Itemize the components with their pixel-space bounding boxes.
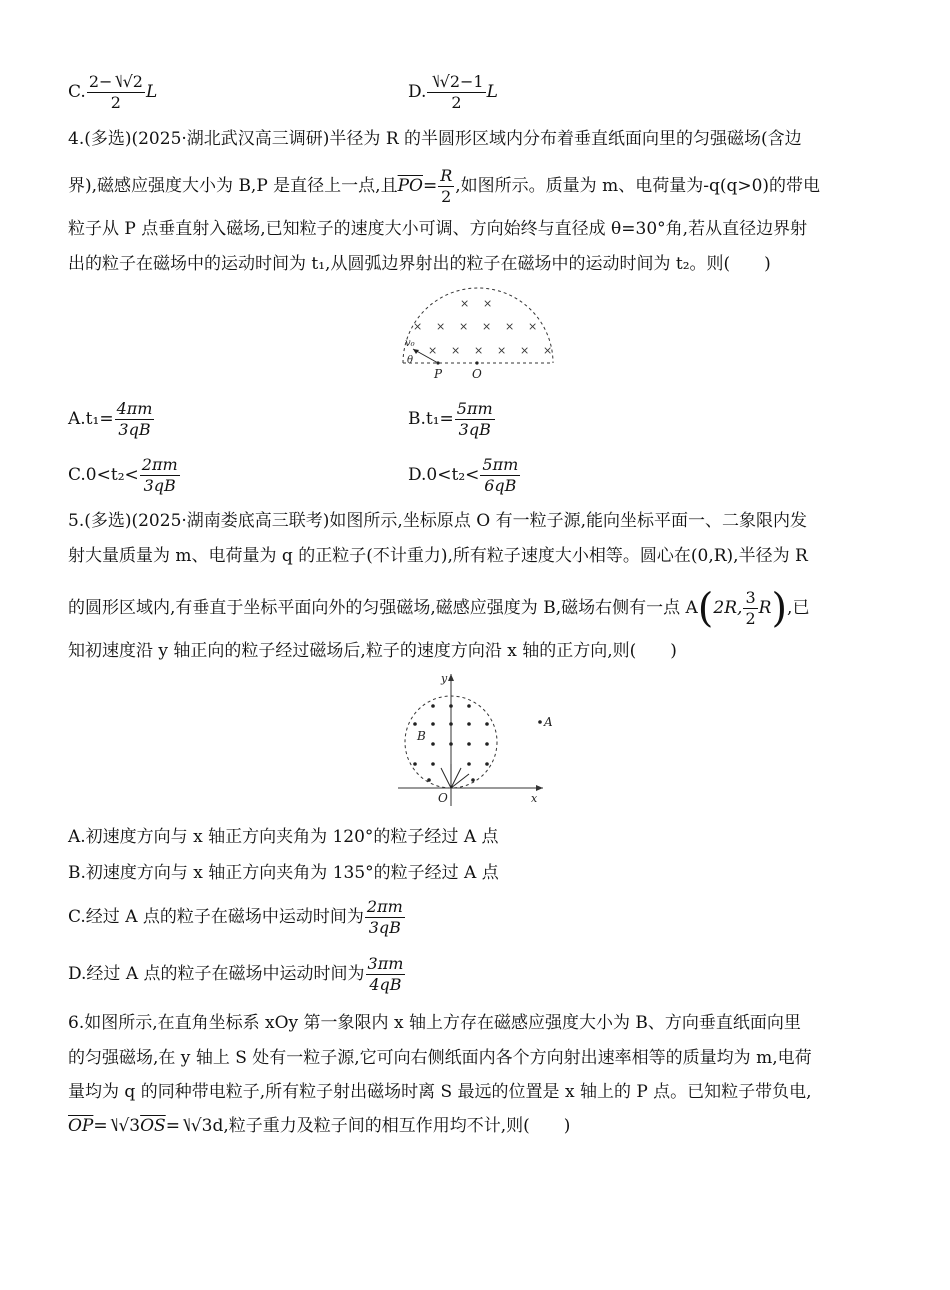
text: 界),磁感应强度大小为 B,P 是直径上一点,且 <box>68 176 398 196</box>
b-label: B <box>417 729 426 743</box>
segment-po: $\overline{PO}$ <box>397 176 423 196</box>
denominator: 2 <box>451 93 462 112</box>
a-label: A <box>544 715 553 729</box>
cross-mark: × <box>413 320 423 333</box>
numerator: 2πm <box>366 897 403 916</box>
point-a <box>538 720 542 724</box>
cross-mark: × <box>528 320 538 333</box>
cross-mark: × <box>459 320 469 333</box>
text: 的圆形区域内,有垂直于坐标平面向外的匀强磁场,磁感应强度为 B,磁场右侧有一点 A <box>68 598 698 618</box>
q6-line-2: 的匀强磁场,在 y 轴上 S 处有一粒子源,它可向右侧纸面内各个方向射出速率相等的质量均为 m,电荷 <box>68 1048 812 1068</box>
cross-mark: × <box>436 320 446 333</box>
equals-root-d: =⎷√3d <box>165 1116 224 1136</box>
y-axis-arrow <box>448 674 454 681</box>
semicircle-figure <box>395 285 560 385</box>
cross-mark: × <box>483 297 493 310</box>
fraction <box>455 399 495 440</box>
o-label: O <box>472 367 482 381</box>
field-crosses <box>413 297 552 357</box>
denominator: 3qB <box>118 420 151 439</box>
option-prefix: A.t₁= <box>68 409 114 429</box>
cross-mark: × <box>474 344 484 357</box>
q5-option-d <box>68 954 406 995</box>
q4-option-d <box>408 455 521 496</box>
numerator: 5πm <box>482 455 519 474</box>
left-paren: ( <box>697 585 714 632</box>
y-label: y <box>441 672 448 685</box>
segment-op: $\overline{OP}$ <box>68 1116 94 1136</box>
denominator: 4qB <box>369 975 402 994</box>
option-label: D. <box>408 82 427 102</box>
denominator: 2 <box>745 609 756 628</box>
numerator: 3 <box>745 588 756 607</box>
denominator: 3qB <box>143 476 176 495</box>
q4-line-4: 出的粒子在磁场中的运动时间为 t₁,从圆弧边界射出的粒子在磁场中的运动时间为 t₂。则( ) <box>68 254 771 274</box>
option-prefix: D.0<t₂< <box>408 465 480 485</box>
cross-mark: × <box>497 344 507 357</box>
numerator: ⎷√2−1 <box>429 72 484 91</box>
option-prefix: C.0<t₂< <box>68 465 139 485</box>
denominator: 3qB <box>458 420 491 439</box>
theta-label: θ <box>407 355 414 366</box>
variable: L <box>145 82 158 102</box>
coordinate-x: 2R, <box>713 598 743 618</box>
point-p <box>436 361 439 364</box>
o-label: O <box>438 791 448 805</box>
fraction <box>438 166 454 207</box>
q6-line-4 <box>68 1115 570 1137</box>
q5-line-1: 5.(多选)(2025·湖南娄底高三联考)如图所示,坐标原点 O 有一粒子源,能向坐标平面一、二象限内发 <box>68 511 807 531</box>
x-axis-arrow <box>536 785 543 791</box>
variable: R <box>758 598 772 618</box>
circle-field-figure <box>393 668 563 810</box>
q5-option-a: A.初速度方向与 x 轴正方向夹角为 120°的粒子经过 A 点 <box>68 827 499 847</box>
numerator: R <box>440 166 453 185</box>
variable: L <box>486 82 498 102</box>
q5-line-2: 射大量质量为 m、电荷量为 q 的正粒子(不计重力),所有粒子速度大小相等。圆心在(0,R),半径为 R <box>68 546 808 566</box>
q4-line-3: 粒子从 P 点垂直射入磁场,已知粒子的速度大小可调、方向始终与直径成 θ=30°角,若从直径边界射 <box>68 219 808 239</box>
option-prefix: D.经过 A 点的粒子在磁场中运动时间为 <box>68 964 365 984</box>
right-paren: ) <box>771 585 788 632</box>
q3-option-c <box>68 72 157 113</box>
equals: = <box>422 176 438 196</box>
p-label: P <box>434 367 443 381</box>
q4-line-2 <box>68 166 820 207</box>
cross-mark: × <box>543 344 553 357</box>
fraction <box>115 399 155 440</box>
x-label: x <box>531 792 538 805</box>
text: ,如图所示。质量为 m、电荷量为-q(q>0)的带电 <box>455 176 821 196</box>
numerator: 2πm <box>141 455 178 474</box>
q6-line-1: 6.如图所示,在直角坐标系 xOy 第一象限内 x 轴上方存在磁感应强度大小为 B、方向垂直纸面向里 <box>68 1013 801 1033</box>
v0-label: v₀ <box>405 338 415 349</box>
option-label: C. <box>68 82 86 102</box>
numerator: 4πm <box>116 399 153 418</box>
q5-option-c <box>68 897 406 938</box>
cross-mark: × <box>482 320 492 333</box>
point-o <box>475 361 478 364</box>
q5-option-b: B.初速度方向与 x 轴正方向夹角为 135°的粒子经过 A 点 <box>68 863 499 883</box>
cross-mark: × <box>460 297 470 310</box>
q4-option-c <box>68 455 181 496</box>
q4-option-b <box>408 399 496 440</box>
fraction <box>366 954 406 995</box>
segment-os: $\overline{OS}$ <box>140 1116 166 1136</box>
q5-line-4: 知初速度沿 y 轴正向的粒子经过磁场后,粒子的速度方向沿 x 轴的正方向,则( ) <box>68 641 677 661</box>
denominator: 6qB <box>484 476 517 495</box>
fraction <box>87 72 145 113</box>
fraction <box>365 897 405 938</box>
fraction <box>427 72 485 113</box>
numerator: 2−⎷√2 <box>88 72 143 91</box>
equals-root: =⎷√3 <box>93 1116 141 1136</box>
text: ,已 <box>787 598 810 618</box>
numerator: 3πm <box>367 954 404 973</box>
text: ,粒子重力及粒子间的相互作用均不计,则( ) <box>223 1116 571 1136</box>
denominator: 2 <box>110 93 121 112</box>
q4-line-1: 4.(多选)(2025·湖北武汉高三调研)半径为 R 的半圆形区域内分布着垂直纸面向里的匀强磁场(含边 <box>68 129 802 149</box>
cross-mark: × <box>520 344 530 357</box>
option-prefix: C.经过 A 点的粒子在磁场中运动时间为 <box>68 907 364 927</box>
cross-mark: × <box>428 344 438 357</box>
q6-line-3: 量均为 q 的同种带电粒子,所有粒子射出磁场时离 S 最远的位置是 x 轴上的 P 点。已知粒子带负电, <box>68 1082 812 1102</box>
fraction <box>140 455 180 496</box>
fraction <box>480 455 520 496</box>
cross-mark: × <box>505 320 515 333</box>
numerator: 5πm <box>456 399 493 418</box>
fraction <box>743 588 757 629</box>
q4-option-a <box>68 399 155 440</box>
velocity-arrows <box>441 764 469 788</box>
option-prefix: B.t₁= <box>408 409 454 429</box>
q3-option-d <box>408 72 498 113</box>
denominator: 2 <box>441 187 452 206</box>
denominator: 3qB <box>368 918 401 937</box>
q5-line-3 <box>68 585 810 632</box>
cross-mark: × <box>451 344 461 357</box>
